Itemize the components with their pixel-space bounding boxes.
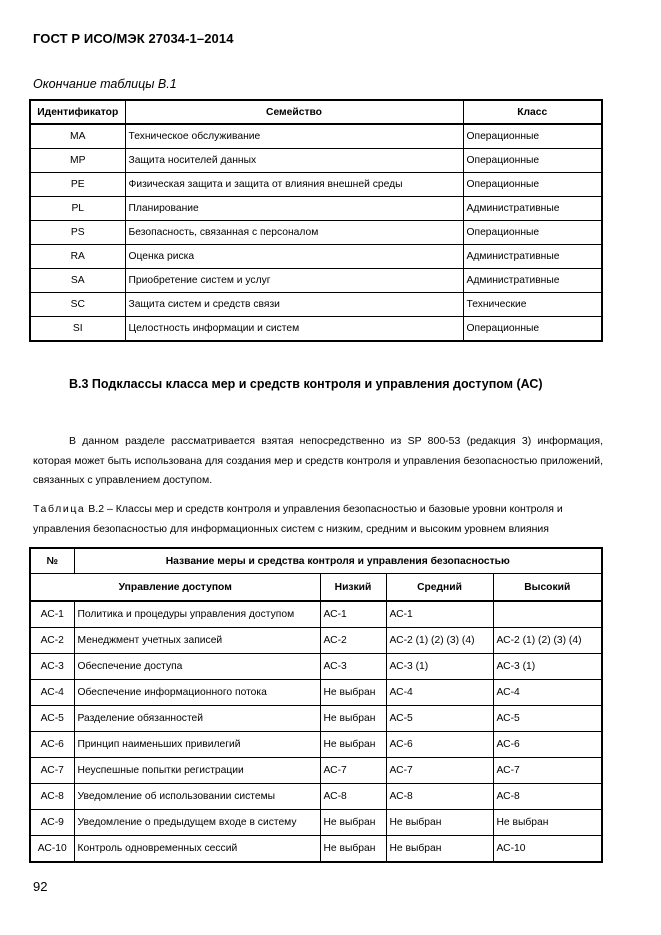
- cell-class: Технические: [463, 293, 602, 317]
- table-row: [30, 784, 602, 810]
- page-number: 92: [33, 879, 48, 894]
- col-access-control: Управление доступом: [30, 574, 320, 602]
- col-low: Низкий: [320, 574, 386, 602]
- cell-family: Техническое обслуживание: [125, 124, 463, 149]
- cell-low: Не выбран: [320, 706, 386, 732]
- table-row: [30, 317, 602, 342]
- cell-medium: Не выбран: [386, 836, 493, 863]
- cell-code: АС-1: [30, 601, 74, 628]
- cell-id: RA: [30, 245, 125, 269]
- cell-family: Планирование: [125, 197, 463, 221]
- cell-family: Защита носителей данных: [125, 149, 463, 173]
- cell-code: АС-4: [30, 680, 74, 706]
- cell-code: АС-9: [30, 810, 74, 836]
- cell-low: Не выбран: [320, 680, 386, 706]
- cell-class: Операционные: [463, 173, 602, 197]
- cell-high: [493, 601, 602, 628]
- cell-low: Не выбран: [320, 732, 386, 758]
- cell-id: SA: [30, 269, 125, 293]
- cell-medium: АС-3 (1): [386, 654, 493, 680]
- table-row: [30, 758, 602, 784]
- cell-medium: АС-1: [386, 601, 493, 628]
- cell-name: Контроль одновременных сессий: [74, 836, 320, 863]
- cell-name: Уведомление о предыдущем входе в систему: [74, 810, 320, 836]
- col-number: №: [30, 548, 74, 574]
- cell-name: Обеспечение доступа: [74, 654, 320, 680]
- cell-low: АС-3: [320, 654, 386, 680]
- cell-code: АС-8: [30, 784, 74, 810]
- cell-low: АС-2: [320, 628, 386, 654]
- cell-high: АС-2 (1) (2) (3) (4): [493, 628, 602, 654]
- cell-medium: АС-4: [386, 680, 493, 706]
- cell-name: Политика и процедуры управления доступом: [74, 601, 320, 628]
- cell-class: Операционные: [463, 317, 602, 342]
- table2-caption-label: Таблица: [33, 503, 86, 515]
- col-high: Высокий: [493, 574, 602, 602]
- cell-class: Операционные: [463, 124, 602, 149]
- section-heading: В.3 Подклассы класса мер и средств контроля и управления доступом (АС): [69, 377, 543, 391]
- document-header: ГОСТ Р ИСО/МЭК 27034-1–2014: [33, 31, 234, 46]
- cell-name: Разделение обязанностей: [74, 706, 320, 732]
- cell-name: Уведомление об использовании системы: [74, 784, 320, 810]
- cell-code: АС-2: [30, 628, 74, 654]
- table-row: [30, 245, 602, 269]
- cell-class: Административные: [463, 269, 602, 293]
- cell-low: Не выбран: [320, 810, 386, 836]
- cell-high: АС-7: [493, 758, 602, 784]
- cell-family: Приобретение систем и услуг: [125, 269, 463, 293]
- cell-code: АС-7: [30, 758, 74, 784]
- cell-low: АС-8: [320, 784, 386, 810]
- cell-family: Физическая защита и защита от влияния внешней среды: [125, 173, 463, 197]
- table-row: [30, 197, 602, 221]
- cell-high: Не выбран: [493, 810, 602, 836]
- cell-class: Операционные: [463, 221, 602, 245]
- cell-medium: АС-7: [386, 758, 493, 784]
- cell-id: PL: [30, 197, 125, 221]
- cell-high: АС-6: [493, 732, 602, 758]
- cell-code: АС-3: [30, 654, 74, 680]
- cell-family: Защита систем и средств связи: [125, 293, 463, 317]
- col-medium: Средний: [386, 574, 493, 602]
- col-class: Класс: [463, 100, 602, 124]
- table2-header-row: [30, 548, 602, 574]
- table-row: [30, 601, 602, 628]
- cell-name: Неуспешные попытки регистрации: [74, 758, 320, 784]
- table-row: [30, 628, 602, 654]
- cell-class: Операционные: [463, 149, 602, 173]
- cell-class: Административные: [463, 197, 602, 221]
- cell-code: АС-6: [30, 732, 74, 758]
- cell-medium: АС-6: [386, 732, 493, 758]
- cell-medium: АС-5: [386, 706, 493, 732]
- table-row: [30, 124, 602, 149]
- cell-id: SI: [30, 317, 125, 342]
- cell-high: АС-4: [493, 680, 602, 706]
- cell-code: АС-5: [30, 706, 74, 732]
- cell-id: SC: [30, 293, 125, 317]
- table-row: [30, 221, 602, 245]
- cell-high: АС-10: [493, 836, 602, 863]
- cell-high: АС-3 (1): [493, 654, 602, 680]
- cell-family: Целостность информации и систем: [125, 317, 463, 342]
- table-row: [30, 149, 602, 173]
- col-control-name: Название меры и средства контроля и управления безопасностью: [74, 548, 602, 574]
- cell-medium: АС-2 (1) (2) (3) (4): [386, 628, 493, 654]
- cell-id: РЕ: [30, 173, 125, 197]
- cell-id: МА: [30, 124, 125, 149]
- cell-low: АС-7: [320, 758, 386, 784]
- cell-high: АС-8: [493, 784, 602, 810]
- cell-name: Принцип наименьших привилегий: [74, 732, 320, 758]
- table-row: [30, 173, 602, 197]
- cell-medium: Не выбран: [386, 810, 493, 836]
- col-identifier: Идентификатор: [30, 100, 125, 124]
- cell-name: Обеспечение информационного потока: [74, 680, 320, 706]
- cell-family: Оценка риска: [125, 245, 463, 269]
- cell-medium: АС-8: [386, 784, 493, 810]
- cell-low: АС-1: [320, 601, 386, 628]
- col-family: Семейство: [125, 100, 463, 124]
- table-row: [30, 680, 602, 706]
- table2-caption: [33, 500, 603, 539]
- table-row: [30, 810, 602, 836]
- table1-header-row: [30, 100, 602, 124]
- cell-family: Безопасность, связанная с персоналом: [125, 221, 463, 245]
- table-access-control: [29, 547, 603, 863]
- table-row: [30, 732, 602, 758]
- table2-subheader-row: [30, 574, 602, 602]
- cell-code: АС-10: [30, 836, 74, 863]
- table-row: [30, 836, 602, 863]
- table2-caption-text: В.2 – Классы мер и средств контроля и управления безопасностью и базовые уровни контроля и управления безопасностью для информационных систем с низким, средним и высоким уровнем влияния: [33, 503, 563, 535]
- table-row: [30, 654, 602, 680]
- cell-low: Не выбран: [320, 836, 386, 863]
- table-row: [30, 706, 602, 732]
- cell-id: МР: [30, 149, 125, 173]
- cell-class: Административные: [463, 245, 602, 269]
- table-families: [29, 99, 603, 342]
- table1-caption: Окончание таблицы В.1: [33, 77, 177, 91]
- cell-high: АС-5: [493, 706, 602, 732]
- table-row: [30, 293, 602, 317]
- table-row: [30, 269, 602, 293]
- body-paragraph: В данном разделе рассматривается взятая непосредственно из SP 800-53 (редакция 3) информация, которая может быть использована для создания мер и средств контроля и управления безопасностью приложений, связанных с управлением доступом.: [33, 435, 603, 486]
- cell-id: PS: [30, 221, 125, 245]
- cell-name: Менеджмент учетных записей: [74, 628, 320, 654]
